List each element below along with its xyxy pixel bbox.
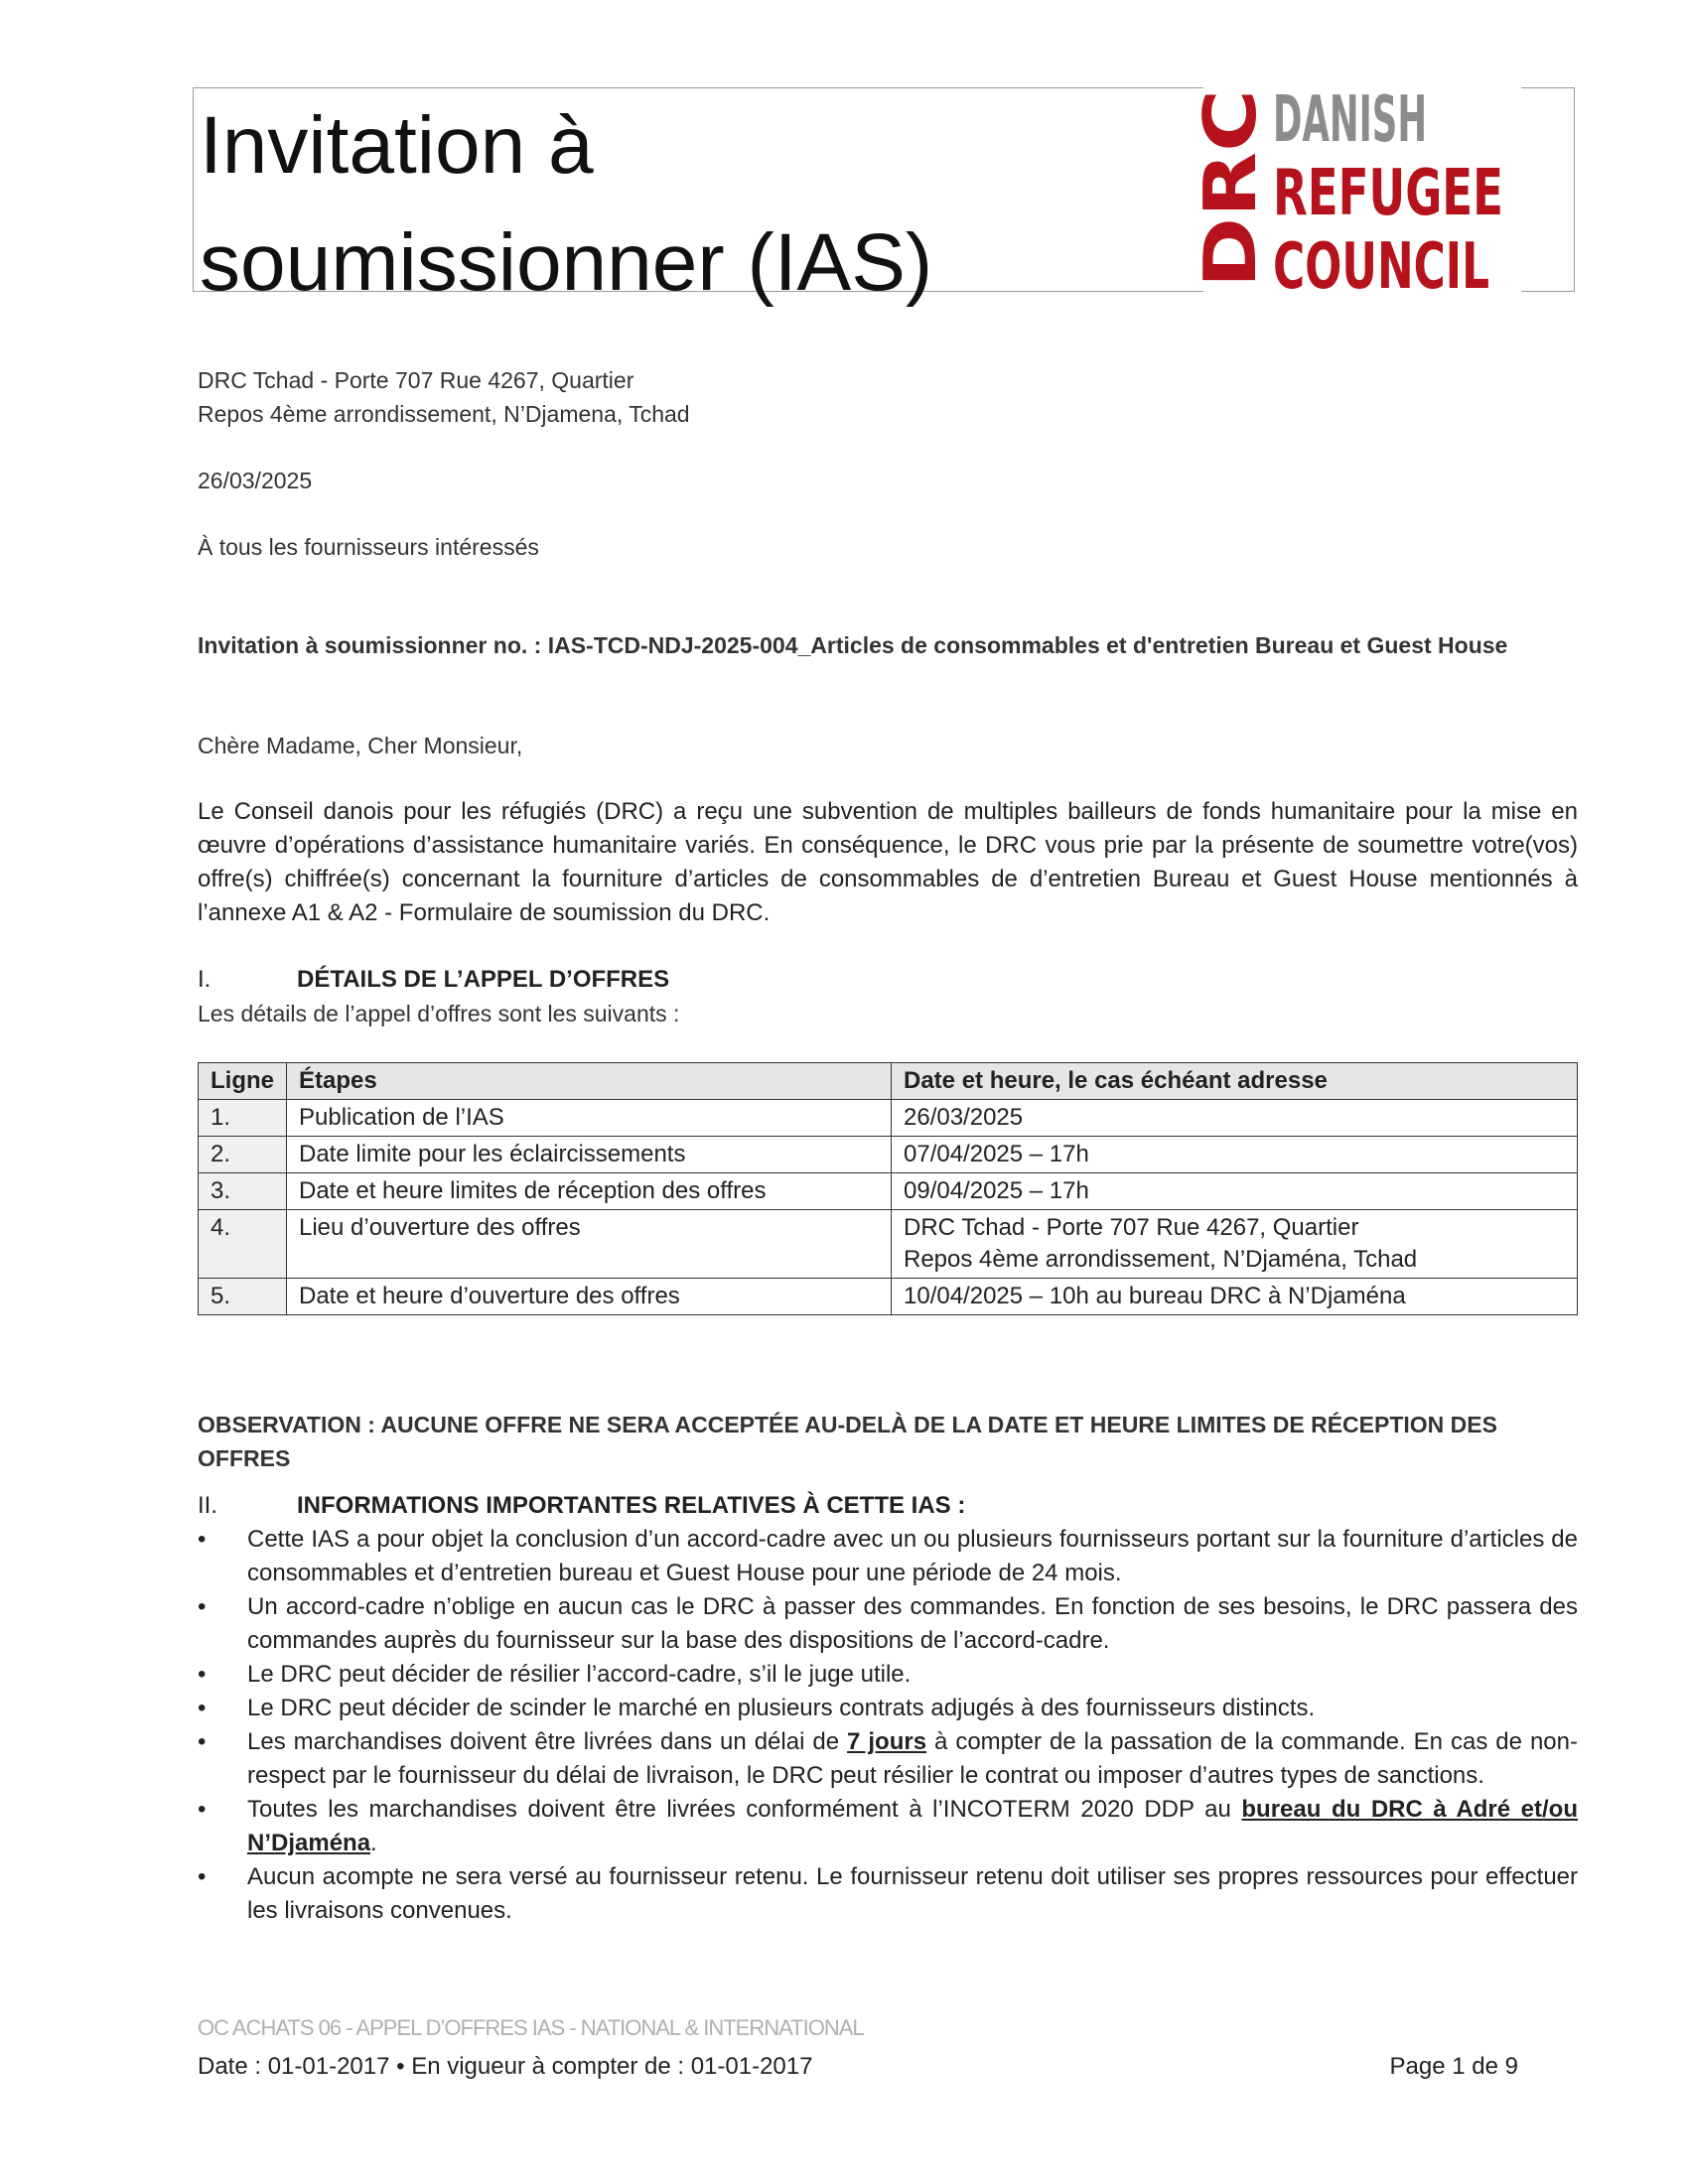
list-item [198, 1692, 1578, 1725]
bullet-icon: • [198, 1526, 207, 1553]
list-item-text-end: . [370, 1830, 377, 1856]
table-row [199, 1173, 1578, 1210]
section-1-number: I. [198, 966, 211, 993]
salutation: Chère Madame, Cher Monsieur, [198, 733, 523, 758]
recipients: À tous les fournisseurs intéressés [198, 534, 539, 560]
list-item-text: Un accord-cadre n’oblige en aucun cas le DRC à passer des commandes. En fonction de ses besoins, le DRC passera des commandes auprès du fournisseur sur la base des dispositions de l’accord-cadre. [247, 1593, 1578, 1654]
list-item [198, 1725, 1578, 1793]
table-header-row [199, 1063, 1578, 1100]
table-cell-ligne: 5. [199, 1279, 287, 1315]
list-item-text: Aucun acompte ne sera versé au fournisseur retenu. Le fournisseur retenu doit utiliser ses propres ressources pour effectuer les livraisons convenues. [247, 1863, 1578, 1924]
list-item-text: Cette IAS a pour objet la conclusion d’un accord-cadre avec un ou plusieurs fournisseurs portant sur la fourniture d’articles de consommables et d’entretien bureau et Guest House pour une période de 24 mois. [247, 1526, 1578, 1586]
bullet-icon: • [198, 1661, 207, 1688]
list-item-text-start: Toutes les marchandises doivent être livrées conformément à l’INCOTERM 2020 DDP au [247, 1796, 1242, 1823]
list-item [198, 1793, 1578, 1860]
table-cell-etape: Publication de l’IAS [287, 1100, 892, 1137]
table-row [199, 1100, 1578, 1137]
bullet-icon: • [198, 1728, 207, 1755]
table-cell-address-line-1: DRC Tchad - Porte 707 Rue 4267, Quartier [904, 1214, 1359, 1241]
list-item-text-start: Les marchandises doivent être livrées dans un délai de [247, 1728, 848, 1755]
letter-date: 26/03/2025 [198, 468, 313, 493]
table-cell-date [892, 1210, 1578, 1279]
section-1-title: DÉTAILS DE L’APPEL D’OFFRES [297, 966, 670, 993]
important-info-list [198, 1523, 1578, 1928]
list-item [198, 1523, 1578, 1590]
table-cell-date: 09/04/2025 – 17h [892, 1173, 1578, 1210]
list-item [198, 1860, 1578, 1928]
list-item [198, 1590, 1578, 1658]
footer-doc-code: OC ACHATS 06 - APPEL D’OFFRES IAS - NATIONAL & INTERNATIONAL [198, 2015, 864, 2040]
drc-logo-graphic [1189, 77, 1521, 304]
table-cell-date: 10/04/2025 – 10h au bureau DRC à N’Djaména [892, 1279, 1578, 1315]
table-cell-ligne: 2. [199, 1137, 287, 1173]
section-2-title: INFORMATIONS IMPORTANTES RELATIVES À CETTE IAS : [297, 1492, 966, 1519]
title-line-1: Invitation à [200, 100, 594, 191]
table-cell-ligne: 3. [199, 1173, 287, 1210]
logo-line-council: COUNCIL [1273, 230, 1489, 304]
reference-line: Invitation à soumissionner no. : IAS-TCD-NDJ-2025-004_Articles de consommables et d'entretien Bureau et Guest House [198, 632, 1508, 658]
table-cell-etape: Date et heure limites de réception des offres [287, 1173, 892, 1210]
table-row [199, 1279, 1578, 1315]
page-title [200, 87, 1093, 322]
logo-line-refugee: REFUGEE [1273, 157, 1503, 230]
section-2-heading [198, 1489, 1578, 1523]
table-cell-address-line-2: Repos 4ème arrondissement, N’Djaména, Tchad [904, 1246, 1418, 1273]
list-item-text-end: à compter de la passation de la commande. En cas de non-respect par le fournisseur du délai de livraison, le DRC peut résilier le contrat ou imposer d’autres types de sanctions. [247, 1728, 1578, 1789]
section-1-heading [198, 963, 1578, 997]
drc-mark: DRC [1189, 120, 1272, 288]
delivery-location-emphasis: bureau du DRC à Adré et/ou N’Djaména [247, 1796, 1579, 1856]
table-row [199, 1137, 1578, 1173]
tender-details-table [198, 1062, 1578, 1315]
logo-line-danish: DANISH [1273, 83, 1427, 157]
table-cell-etape: Lieu d’ouverture des offres [287, 1210, 892, 1279]
delivery-delay-emphasis: 7 jours [847, 1728, 927, 1755]
footer-dates: Date : 01-01-2017 • En vigueur à compter de : 01-01-2017 [198, 2053, 813, 2080]
page-number: Page 1 de 9 [1389, 2053, 1518, 2080]
table-cell-date: 07/04/2025 – 17h [892, 1137, 1578, 1173]
title-line-2: soumissionner (IAS) [200, 217, 933, 308]
address-line-2: Repos 4ème arrondissement, N’Djamena, Tchad [198, 401, 690, 427]
footer [198, 2053, 1518, 2081]
table-cell-ligne: 4. [199, 1210, 287, 1279]
address-line-1: DRC Tchad - Porte 707 Rue 4267, Quartier [198, 367, 634, 393]
bullet-icon: • [198, 1695, 207, 1721]
section-1-lead: Les détails de l’appel d’offres sont les suivants : [198, 1001, 680, 1026]
table-cell-etape: Date et heure d’ouverture des offres [287, 1279, 892, 1315]
bullet-icon: • [198, 1863, 207, 1890]
table-header-ligne: Ligne [199, 1063, 287, 1100]
observation-notice: OBSERVATION : AUCUNE OFFRE NE SERA ACCEPTÉE AU-DELÀ DE LA DATE ET HEURE LIMITES DE RÉCEPTION DES OFFRES [198, 1412, 1497, 1471]
table-header-etapes: Étapes [287, 1063, 892, 1100]
table-cell-etape: Date limite pour les éclaircissements [287, 1137, 892, 1173]
table-header-date: Date et heure, le cas échéant adresse [892, 1063, 1578, 1100]
table-cell-date: 26/03/2025 [892, 1100, 1578, 1137]
bullet-icon: • [198, 1796, 207, 1823]
list-item [198, 1658, 1578, 1692]
drc-logo [1189, 77, 1521, 304]
table-row [199, 1210, 1578, 1279]
list-item-text: Le DRC peut décider de scinder le marché en plusieurs contrats adjugés à des fournisseurs distincts. [247, 1695, 1316, 1721]
list-item-text: Le DRC peut décider de résilier l’accord-cadre, s’il le juge utile. [247, 1661, 912, 1688]
section-2-number: II. [198, 1492, 218, 1519]
table-cell-ligne: 1. [199, 1100, 287, 1137]
bullet-icon: • [198, 1593, 207, 1620]
sender-address [198, 363, 1578, 431]
intro-paragraph: Le Conseil danois pour les réfugiés (DRC) a reçu une subvention de multiples bailleurs de fonds humanitaire pour la mise en œuvre d’opérations d’assistance humanitaire variés. En conséquence, le DRC vous prie par la présente de soumettre votre(vos) offre(s) chiffrée(s) concernant la fourniture d’articles de consommables de d’entretien Bureau et Guest House mentionnés à l’annexe A1 & A2 - Formulaire de soumission du DRC. [198, 798, 1578, 926]
